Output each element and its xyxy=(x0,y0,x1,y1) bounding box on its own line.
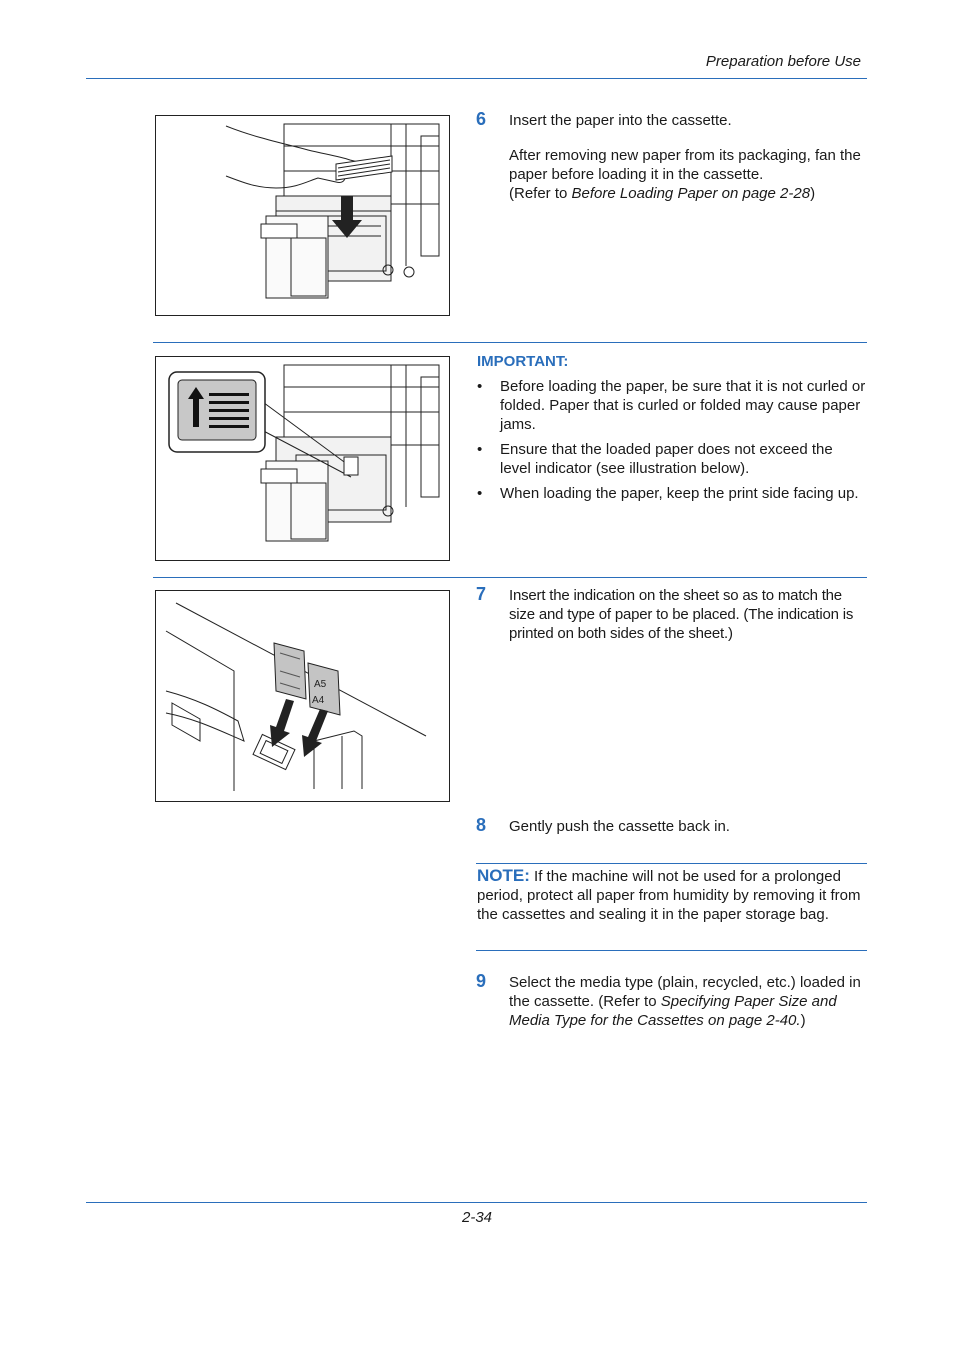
step-9-ref-suffix: ) xyxy=(800,1012,806,1029)
step-9-number: 9 xyxy=(476,971,487,991)
step-8-number: 8 xyxy=(476,815,487,835)
step-9-text: Select the media type (plain, recycled, etc.) loaded in the cassette. (Refer to xyxy=(509,974,861,1010)
note-rule-top xyxy=(476,863,867,864)
step-6-ref-link: Before Loading Paper on page 2-28 xyxy=(571,185,811,202)
illustration-indication-sheet xyxy=(156,591,449,801)
step-6-detail xyxy=(509,146,867,203)
step-7-number: 7 xyxy=(476,584,487,604)
step-6-ref-prefix: (Refer to xyxy=(509,185,572,202)
important-rule xyxy=(153,342,867,343)
important-item: • Ensure that the loaded paper does not exceed the level indicator (see illustration below). xyxy=(477,440,867,478)
running-header: Preparation before Use xyxy=(705,53,861,70)
important-item: • When loading the paper, keep the print side facing up. xyxy=(477,484,867,503)
figure-level-indicator xyxy=(155,356,450,561)
note-label: NOTE: xyxy=(477,866,530,885)
note-rule-bottom xyxy=(476,950,867,951)
step-9-instruction xyxy=(509,973,867,1030)
important-label: IMPORTANT: xyxy=(477,353,569,370)
figure-insert-paper xyxy=(155,115,450,316)
step-7-instruction: Insert the indication on the sheet so as to match the size and type of paper to be placed. (The indication is printed on both sides of the sheet.) xyxy=(509,587,854,642)
step-6-instruction: Insert the paper into the cassette. xyxy=(509,112,732,129)
important-item: • Before loading the paper, be sure that it is not curled or folded. Paper that is curled or folded may cause paper jams. xyxy=(477,377,867,434)
sheet-label-a4: A4 xyxy=(312,695,325,706)
page-number: 2-34 xyxy=(461,1209,493,1226)
note-text: If the machine will not be used for a prolonged period, protect all paper from humidity by removing it from the cassettes and sealing it in the paper storage bag. xyxy=(477,868,861,923)
step-6-number: 6 xyxy=(476,109,487,129)
step-9-ref-link: Specifying Paper Size and Media Type for the Cassettes on page 2-40. xyxy=(509,993,837,1029)
header-rule xyxy=(86,78,867,79)
step-6-detail-text: After removing new paper from its packaging, fan the paper before loading it in the cassette. xyxy=(509,147,861,183)
step-6-ref-suffix: ) xyxy=(810,185,816,202)
illustration-level-indicator xyxy=(156,357,449,560)
step-7-rule xyxy=(153,577,867,578)
footer-rule xyxy=(86,1202,867,1203)
note-box xyxy=(477,866,867,924)
figure-indication-sheet xyxy=(155,590,450,802)
step-8-instruction: Gently push the cassette back in. xyxy=(509,818,730,835)
sheet-label-a5: A5 xyxy=(314,679,327,690)
illustration-hand-inserting-paper xyxy=(156,116,449,315)
important-list xyxy=(477,377,867,509)
